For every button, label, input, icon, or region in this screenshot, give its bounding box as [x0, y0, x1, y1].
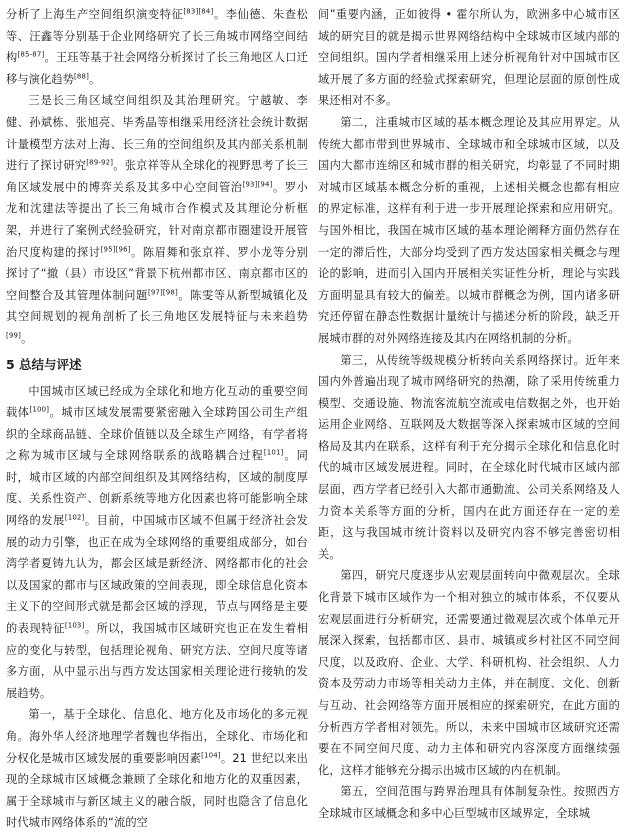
citation: [83][84] — [183, 7, 214, 16]
citation: [100] — [29, 405, 50, 414]
paragraph-summary-intro — [6, 381, 308, 705]
text-span: 。陈眉舞和张京祥、罗小龙等分别探讨了“撤（县）市设区”背景下杭州都市区、南京都市区的空间整合及其管理体制问题 — [6, 245, 308, 302]
paragraph-point-five: 第五，空间范围与跨界治理具有体制复杂性。按照西方全球城市区域概念和多中心巨型城市区域界定，全球城 — [318, 785, 620, 820]
citation: [89-92] — [86, 158, 114, 167]
text-span: 。王珏等基于社会网络分析探讨了长三角地区人口迁移与演化趋势 — [6, 51, 308, 86]
right-column — [318, 4, 620, 820]
text-span: 。陈雯等从新型城镇化及其空间规划的视角剖析了长三角地区发展特征与未来趋势 — [6, 288, 308, 324]
citation: [99] — [6, 331, 21, 340]
text-span: 。 — [20, 331, 33, 345]
text-span: 第一，基于全球化、信息化、地方化及市场化的多元视角。海外华人经济地理学者魏也华指出，全球化、市场化和分权化是城市区域发展的重要影响因素 — [6, 708, 308, 765]
citation: [103] — [64, 621, 85, 630]
citation: [101] — [263, 448, 284, 457]
paragraph-point-one — [6, 704, 308, 834]
citation: [88] — [74, 72, 90, 81]
left-column — [6, 4, 308, 830]
paragraph-continuation: 间”重要内涵，正如彼得 • 霍尔所认为，欧洲多中心城市区域的研究目的就是揭示世界网络结构中全球城市区域内部的空间组织。国内学者相继采用上述分析视角针对中国城市区域开展了多方面的经验式探索研究，但理论层面的原创性成果还相对不多。 — [318, 8, 620, 108]
text-span: 。张京祥等从全球化的视野思考了长三角区域发展中的博弈关系及其多中心空间管治 — [6, 159, 308, 194]
text-span: 。 — [89, 72, 101, 86]
text-span: 三是长三角区域空间组织及其治理研究。宁越敏、李健、孙斌栋、张旭亮、毕秀晶等相继采用经济社会统计数据计量模型方法对上海、长三角的空间组织及其内部关系机制进行了探讨研究 — [6, 94, 308, 173]
paragraph-shanghai-production — [6, 4, 308, 90]
section-heading: 5 总结与评述 — [6, 356, 82, 372]
citation: [104] — [201, 750, 221, 759]
paragraph-spatial-governance — [6, 90, 308, 349]
text-span: 。所以，我国城市区域研究也正在发生着相应的变化与转型，包括理论视角、研究方法、空间尺度等诸多方面，从中显示出与西方发达国家相关理论进行接轨的发展趋势。 — [6, 622, 308, 700]
text-span: 。李仙德、朱查松等、汪鑫等分别基于企业网络研究了长三角城市网络空间结构 — [6, 8, 308, 65]
citation: [102] — [64, 513, 85, 522]
text-span: 。罗小龙和沈建法等提出了长三角城市合作模式及其理论分析框架，并进行了案例式经验研究，针对南京都市圈建设开展管治尺度构建的探讨 — [6, 180, 308, 259]
text-span: 分析了上海生产空间组织演变特征 — [6, 8, 184, 21]
text-span: 。目前，中国城市区域不但属于经济社会发展的动力引擎，也正在成为全球网络的重要组成部分，如台湾学者夏铸九认为，都会区域是新经济、网络都市化的社会以及国家的都市与区域政策的空间表现，即全球信息化资本主义下的空间形式就是都会区域的浮现，节点与网络是主要的表现特征 — [6, 514, 308, 636]
paragraph-point-three: 第三，从传统等级规模分析转向关系网络探讨。近年来国内外普遍出现了城市网络研究的热潮，除了采用传统重力模型、交通设施、物流客流航空流或电信数据之外，也开始运用企业网络、互联网及大数据等深入探索城市区域的空间格局及其内在联系，这样有利于充分揭示全球化和信息化时代的城市区域发展进程。同时，在全球化时代城市区域内部层面，西方学者已经引入大都市通勤流、公司关系网络及人力资本关系等方面的分析，国内在此方面还存在一定的差距，这与我国城市统计资料以及研究内容不够完善密切相关。 — [318, 353, 620, 561]
citation: [93][94] — [242, 180, 273, 189]
citation: [95][96] — [100, 244, 131, 253]
text-span: 中国城市区域已经成为全球化和地方化互动的重要空间载体 — [6, 384, 308, 420]
paragraph-point-four: 第四，研究尺度逐步从宏观层面转向中微观层次。全球化背景下城市区域作为一个相对独立的城市体系，不仅要从宏观层面进行分析研究，还需要通过微观层次或个体单元开展深入探索，包括都市区、县市、城镇或乡村社区不同空间尺度，以及政府、企业、大学、科研机构、社会组织、人力资本及劳动力市场等相关动力主体，并在制度、文化、创新与互动、社会网络等方面开展相应的探索研究，在此方面的分析西方学者相对领先。所以，未来中国城市区域研究还需要在不同空间尺度、动力主体和研究内容深度方面继续强化，这样才能够充分揭示出城市区域的内在机制。 — [318, 569, 620, 777]
text-span: 。同时，城市区域的内部空间组织及其网络结构，区域的制度厚度、关系性资产、创新系统等地方化因素也将可能影响全球网络的发展 — [6, 449, 308, 528]
citation: [97][98] — [147, 287, 178, 296]
paper-page — [6, 4, 623, 830]
text-span: 。城市区域发展需要紧密融入全球跨国公司生产组织的全球商品链、全球价值链以及全球生产网络，有学者将之称为城市区域与全球网络联系的战略耦合过程 — [6, 406, 308, 463]
citation: [85-87] — [17, 50, 45, 59]
paragraph-point-two: 第二，注重城市区域的基本概念理论及其应用界定。从传统大都市带到世界城市、全球城市和全球城市区域，以及国内大都市连绵区和城市群的相关研究，均彰显了不同时期对城市区域基本概念分析的重视，上述相关概念也都有相应的界定标准，这样有利于进一步开展理论探索和应用研究。与国外相比，我国在城市区域的基本理论阐释方面仍然存在一定的滞后性，大部分均受到了西方发达国家相关概念与理论的影响，进而引入国内开展相关实证性分析，理论与实践方面明显具有较大的偏差。以城市群概念为例，国内诸多研究还停留在静态性数据计量统计与描述分析的阶段，缺乏开展城市群的对外网络连接及其内在网络机制的分析。 — [318, 115, 620, 345]
text-span: 。21 世纪以来出现的全球城市区域概念兼顾了全球化和地方化的双重因素，属于全球城市与新区域主义的融合版，同时也隐含了信息化时代城市网络体系的“流的空 — [6, 751, 308, 830]
